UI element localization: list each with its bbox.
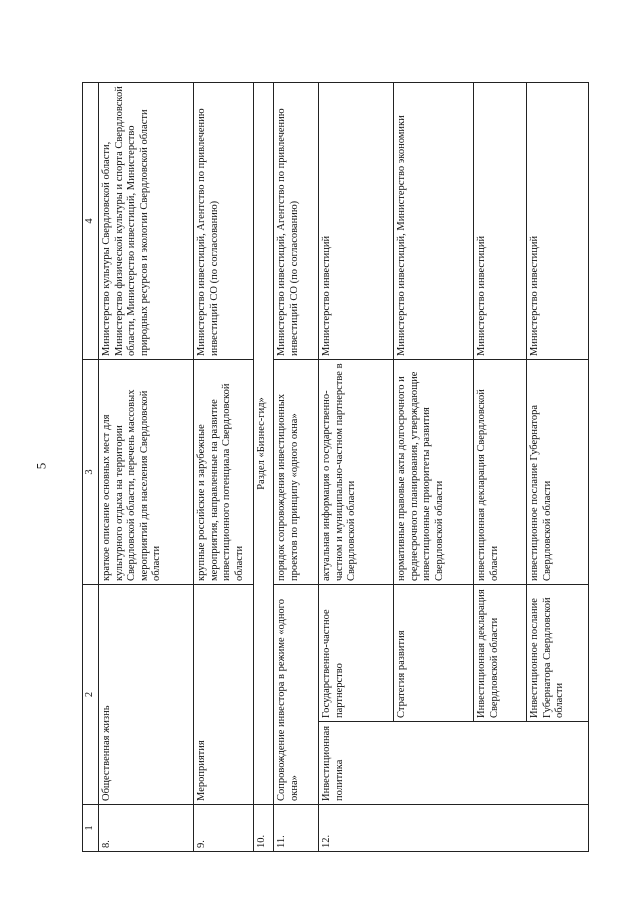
content-description: инвестиционное послание Губернатора Свердловской области	[527, 360, 589, 585]
page-number: 5	[33, 462, 49, 470]
content-description: актуальная информация о государственно-частном и муниципально-частном партнерстве в Свердловской области	[319, 360, 394, 585]
section-name: Стратегия развития	[394, 585, 474, 722]
table-row	[254, 83, 274, 852]
header-cell: 4	[83, 83, 99, 360]
header-cell: 3	[83, 360, 99, 585]
content-description: порядок сопровождения инвестиционных проектов по принципу «одного окна»	[274, 360, 319, 585]
responsible-body: Министерство инвестиций, Агентство по привлечению инвестиций СО (по согласованию)	[274, 83, 319, 360]
table-row	[274, 83, 319, 852]
section-name: Сопровождение инвестора в режиме «одного окна»	[274, 585, 319, 805]
table-header-row	[83, 83, 99, 852]
responsible-body: Министерство инвестиций, Министерство экономики	[394, 83, 474, 360]
responsible-body: Министерство культуры Свердловской области, Министерство физической культуры и спорта Свердловской области, Министерство инвестиций, Министерство природных ресурсов и экологии Свердловской области	[99, 83, 194, 360]
row-number: 11.	[274, 805, 319, 852]
rotated-table-frame	[82, 83, 590, 852]
row-number: 9.	[194, 805, 254, 852]
content-description: краткое описание основных мест для культурного отдыха на территории Свердловской области, перечень массовых мероприятий для населения Свердловской области	[99, 360, 194, 585]
table-row	[99, 83, 194, 852]
content-description: инвестиционная декларация Свердловской области	[474, 360, 527, 585]
section-name: Государственно-частное партнерство	[319, 585, 394, 722]
section-name: Мероприятия	[194, 585, 254, 805]
responsible-body: Министерство инвестиций	[319, 83, 394, 360]
table-row	[194, 83, 254, 852]
row-number: 8.	[99, 805, 194, 852]
table-row	[319, 83, 394, 852]
content-description: крупные российские и зарубежные мероприятия, направленные на развитие инвестиционного потенциала Свердловской области	[194, 360, 254, 585]
document-table	[82, 82, 589, 852]
section-name: Инвестиционное послание Губернатора Свердловской области	[527, 585, 589, 722]
responsible-body: Министерство инвестиций	[527, 83, 589, 360]
responsible-body: Министерство инвестиций, Агентство по привлечению инвестиций СО (по согласованию)	[194, 83, 254, 360]
responsible-body: Министерство инвестиций	[474, 83, 527, 360]
row-number: 10.	[254, 805, 274, 852]
header-cell: 1	[83, 805, 99, 852]
header-cell: 2	[83, 585, 99, 805]
section-name: Общественная жизнь	[99, 585, 194, 805]
row-number: 12.	[319, 805, 589, 852]
section-heading: Раздел «Бизнес-гид»	[254, 83, 274, 805]
section-name: Инвестиционная декларация Свердловской области	[474, 585, 527, 722]
group-name: Инвестиционная политика	[319, 722, 589, 805]
content-description: нормативные правовые акты долгосрочного и среднесрочного планирования, утверждающие инвестиционные приоритеты развития Свердловской области	[394, 360, 474, 585]
